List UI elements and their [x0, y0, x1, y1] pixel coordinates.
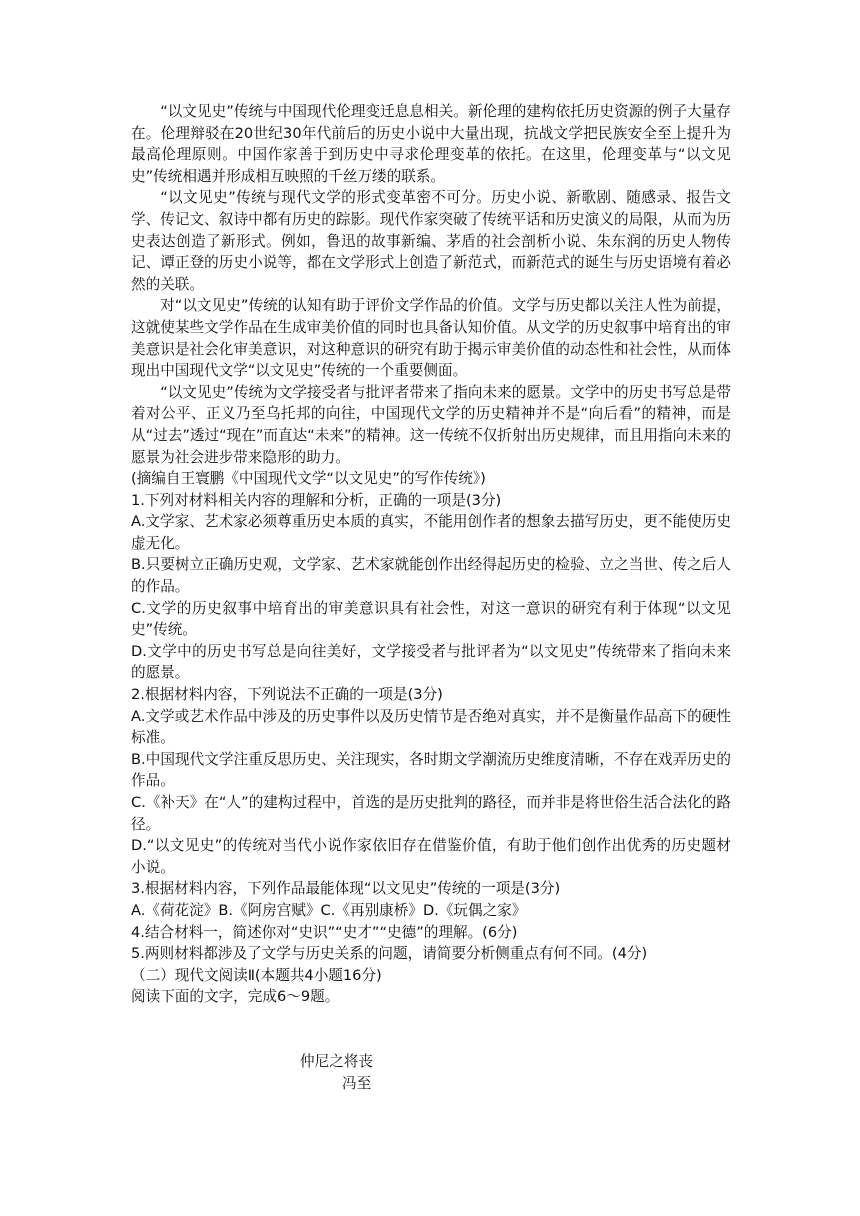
question-5: 5.两则材料都涉及了文学与历史关系的问题，请简要分析侧重点有何不同。(4分)	[131, 945, 648, 963]
source-citation: (摘编自王寰鹏《中国现代文学“以文见史”的写作传统》)	[131, 470, 486, 488]
question-4: 4.结合材料一，简述你对“史识”“史才”“史德”的理解。(6分)	[131, 923, 518, 941]
question-1-option-c: C.文学的历史叙事中培育出的审美意识具有社会性，对这一意识的研究有利于体现“以文见史”传统。	[131, 599, 731, 639]
question-1-option-b: B.只要树立正确历史观，文学家、艺术家就能创作出经得起历史的检验、立之当世、传之后人的作品。	[131, 556, 731, 596]
question-2-option-b: B.中国现代文学注重反思历史、关注现实，各时期文学潮流历史维度清晰，不存在戏弄历史的作品。	[131, 750, 731, 790]
question-1-option-d: D.文学中的历史书写总是向往美好，文学接受者与批评者为“以文见史”传统带来了指向未来的愿景。	[131, 642, 731, 682]
paragraph-ethics: “以文见史”传统与中国现代伦理变迁息息相关。新伦理的建构依托历史资源的例子大量存在。伦理辩驳在20世纪30年代前后的历史小说中大量出现，抗战文学把民族安全至上提升为最高伦理原则。中国作家善于到历史中寻求伦理变革的依托。在这里，伦理变革与“以文见史”传统相遇并形成相互映照的千丝万缕的联系。	[131, 103, 731, 185]
question-2-option-d: D.“以文见史”的传统对当代小说作家依旧存在借鉴价值，有助于他们创作出优秀的历史题材小说。	[131, 837, 731, 876]
question-1-option-a: A.文学家、艺术家必须尊重历史本质的真实，不能用创作者的想象去描写历史，更不能使历史虚无化。	[131, 513, 731, 552]
section-heading: （二）现代文阅读Ⅱ(本题共4小题16分)	[131, 966, 382, 984]
question-3-stem: 3.根据材料内容，下列作品最能体现“以文见史”传统的一项是(3分)	[131, 880, 561, 898]
paragraph-form: “以文见史”传统与现代文学的形式变革密不可分。历史小说、新歌剧、随感录、报告文学、传记文、叙诗中都有历史的踪影。现代作家突破了传统平话和历史演义的局限，从而为历史表达创造了新形式。例如，鲁迅的故事新编、茅盾的社会剖析小说、朱东润的历史人物传记、谭正登的历史小说等，都在文学形式上创造了新范式，而新范式的诞生与历史语境有着必然的关联。	[131, 189, 731, 293]
story-author: 冯至	[342, 1075, 372, 1092]
question-2-option-c: C.《补天》在“人”的建构过程中，首选的是历史批判的路径，而并非是将世俗生活合法化的路径。	[131, 794, 731, 833]
document-body	[131, 101, 731, 1008]
paragraph-value: 对“以文见史”传统的认知有助于评价文学作品的价值。文学与历史都以关注人性为前提，这就使某些文学作品在生成审美价值的同时也具备认知价值。从文学的历史叙事中培育出的审美意识是社会化审美意识，对这种意识的研究有助于揭示审美价值的动态性和社会性，从而体现出中国现代文学“以文见史”传统的一个重要侧面。	[131, 297, 731, 380]
question-2-stem: 2.根据材料内容，下列说法不正确的一项是(3分)	[131, 686, 443, 704]
question-2-option-a: A.文学或艺术作品中涉及的历史事件以及历史情节是否绝对真实，并不是衡量作品高下的硬性标准。	[131, 707, 731, 747]
story-title: 仲尼之将丧	[300, 1053, 373, 1070]
question-1-stem: 1.下列对材料相关内容的理解和分析，正确的一项是(3分)	[131, 491, 502, 509]
reading-instruction: 阅读下面的文字，完成6～9题。	[131, 988, 340, 1006]
question-3-options: A.《荷花淀》B.《阿房宫赋》C.《再别康桥》D.《玩偶之家》	[131, 901, 527, 919]
paragraph-future: “以文见史”传统为文学接受者与批评者带来了指向未来的愿景。文学中的历史书写总是带着对公平、正义乃至乌托邦的向往，中国现代文学的历史精神并不是“向后看”的精神，而是从“过去”透过“现在”而直达“未来”的精神。这一传统不仅折射出历史规律，而且用指向未来的愿景为社会进步带来隐形的助力。	[131, 383, 731, 466]
